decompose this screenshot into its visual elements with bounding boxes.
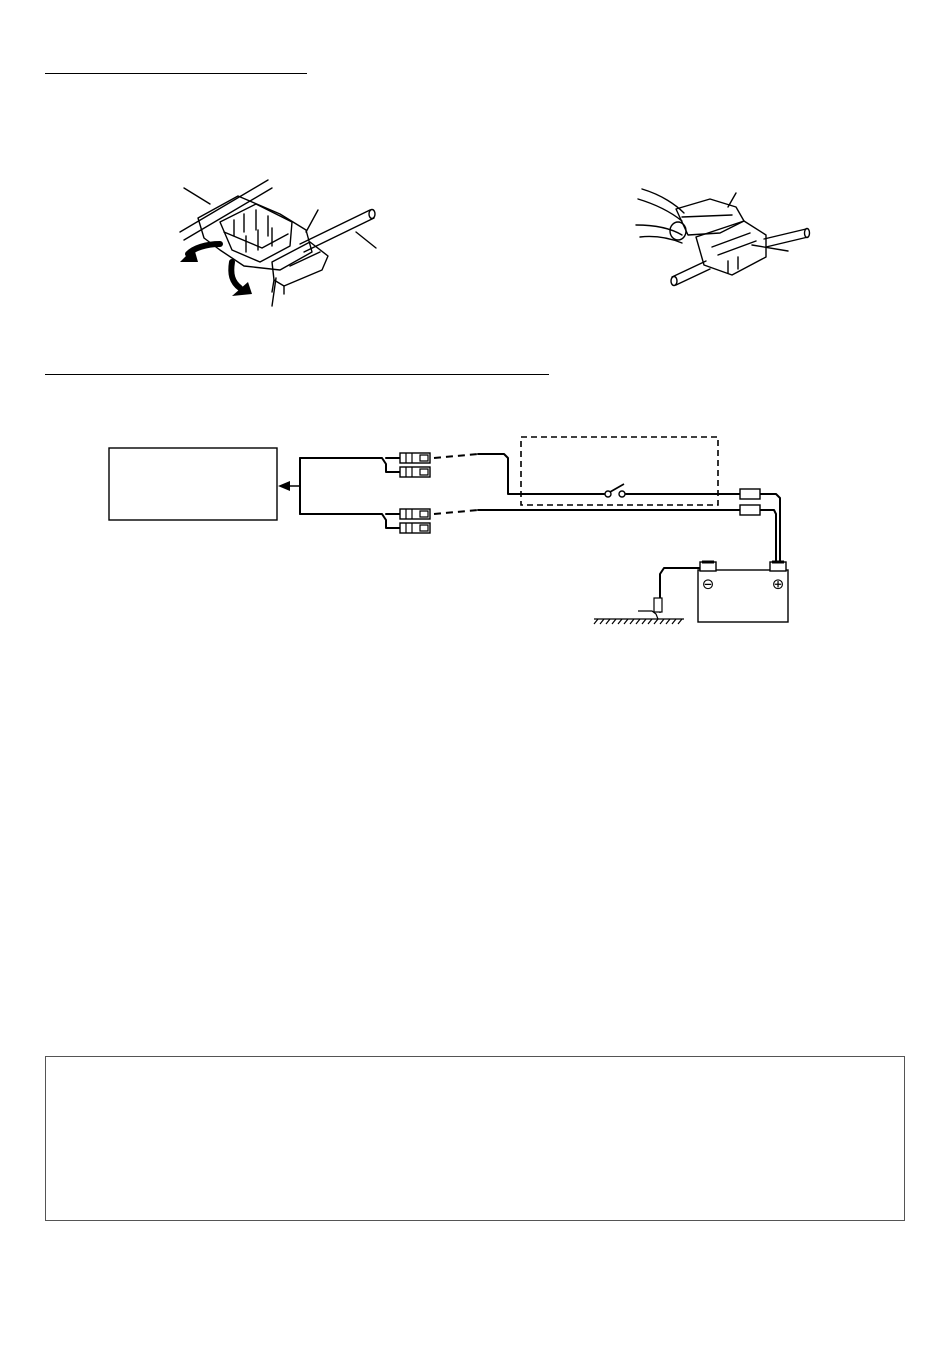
fuse-icon	[740, 489, 760, 499]
battery-negative-symbol: ⊖	[701, 575, 715, 593]
chassis-ground-icon	[594, 598, 684, 624]
unit-box	[109, 448, 277, 520]
wiring-diagram-svg	[100, 430, 820, 630]
fuse-icon	[740, 505, 760, 515]
note-box	[45, 1056, 905, 1221]
section-1-rule	[45, 73, 307, 74]
wire-tap-connector-open-icon	[160, 170, 390, 310]
note-text	[46, 1057, 904, 1085]
section-2-rule	[45, 374, 549, 375]
wiring-diagram	[100, 430, 820, 630]
battery-positive-symbol: ⊕	[771, 575, 785, 593]
arrow-to-unit-icon	[278, 481, 290, 491]
pliers-crimping-connector-icon	[632, 185, 812, 295]
terminal-connectors	[400, 453, 430, 533]
connector-open-figure	[160, 170, 390, 310]
connector-crimp-figure	[632, 185, 812, 295]
